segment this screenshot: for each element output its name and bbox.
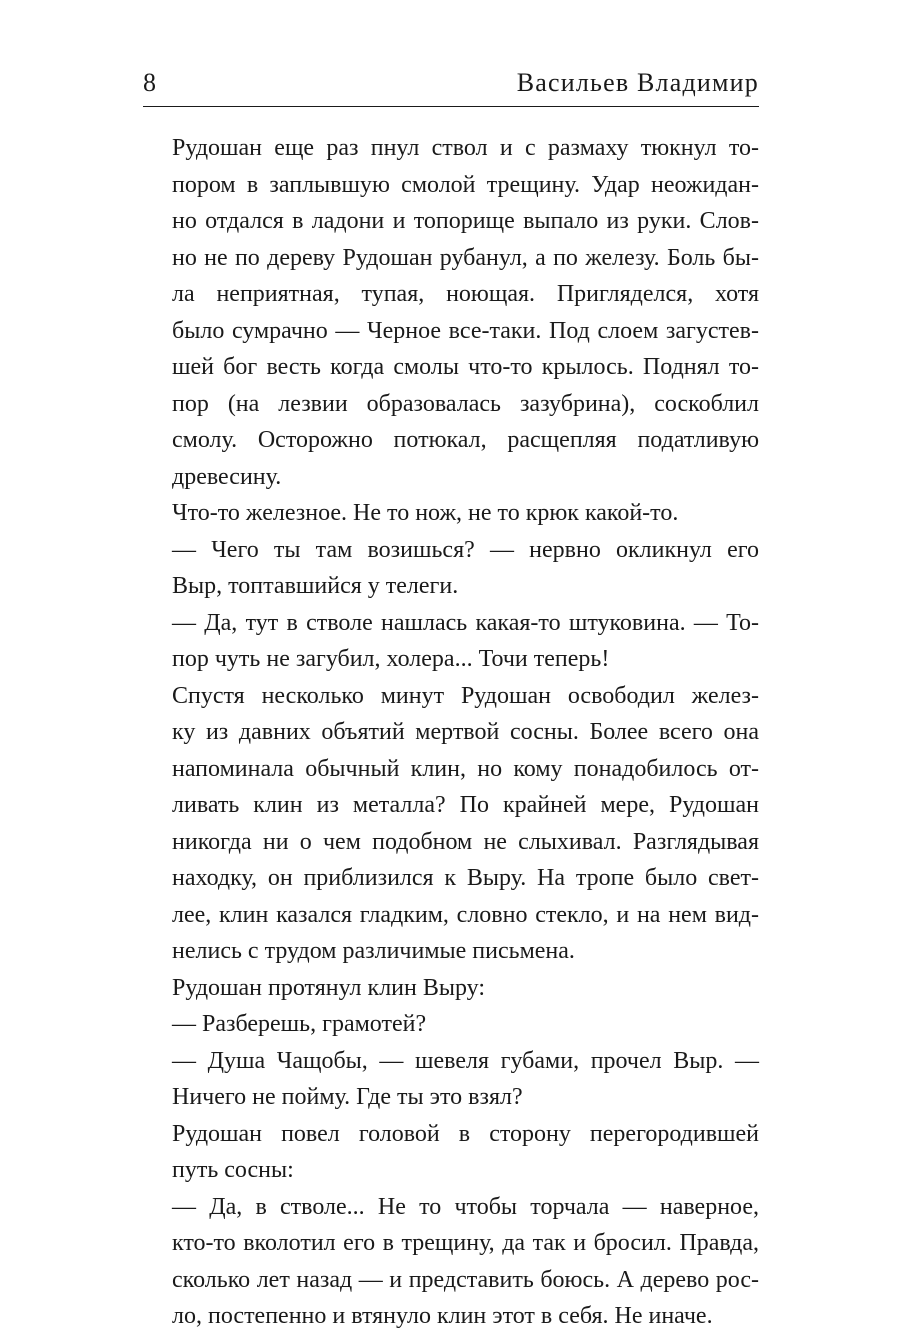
paragraph — [143, 605, 759, 678]
paragraph — [143, 1189, 759, 1335]
text-line: смолу. Осторожно потюкал, расщепляя податливую — [172, 427, 759, 453]
text-line: было сумрачно — Черное все-таки. Под слоем загустев- — [172, 317, 759, 344]
text-line: — Чего ты там возишься? — нервно окликнул его — [172, 536, 759, 563]
text-line: Что-то железное. Не то нож, не то крюк какой-то. — [172, 500, 679, 526]
text-line: Рудошан протянул клин Выру: — [172, 974, 486, 1001]
paragraph — [143, 1116, 759, 1189]
text-line: Рудошан еще раз пнул ствол и с размаху тюкнул то- — [172, 135, 759, 161]
text-line: Рудошан повел головой в сторону перегородившей — [172, 1120, 759, 1147]
text-line: пор (на лезвии образовалась зазубрина), соскоблил — [172, 390, 759, 417]
text-line: — Душа Чащобы, — шевеля губами, прочел Выр. — — [172, 1047, 759, 1074]
text-line: лее, клин казался гладким, словно стекло, и на нем вид- — [172, 901, 759, 928]
paragraph — [143, 970, 759, 1007]
text-line: древесину. — [172, 463, 282, 490]
text-line: Спустя несколько минут Рудошан освободил желез- — [172, 682, 759, 709]
text-line: ла неприятная, тупая, ноющая. Пригляделся, хотя — [172, 281, 759, 307]
text-line: шей бог весть когда смолы что-то крылось. Поднял то- — [172, 354, 759, 380]
page-number: 8 — [143, 68, 156, 97]
text-line: — Да, тут в стволе нашлась какая-то штуковина. — То- — [172, 609, 759, 636]
paragraph — [143, 678, 759, 970]
paragraph — [143, 1006, 759, 1043]
text-line: никогда ни о чем подобном не слыхивал. Разглядывая — [172, 828, 759, 855]
text-line: ло, постепенно и втянуло клин этот в себя. Не иначе. — [172, 1303, 713, 1329]
text-line: но отдался в ладони и топорище выпало из руки. Слов- — [172, 208, 759, 234]
text-line: пором в заплывшую смолой трещину. Удар неожидан- — [172, 171, 759, 198]
text-line: ку из давних объятий мертвой сосны. Более всего она — [172, 719, 759, 745]
text-line: Ничего не пойму. Где ты это взял? — [172, 1084, 523, 1110]
paragraph — [143, 532, 759, 605]
paragraph — [143, 495, 759, 532]
paragraph — [143, 1043, 759, 1116]
text-line: но не по дереву Рудошан рубанул, а по железу. Боль бы- — [172, 244, 759, 271]
paragraph — [143, 130, 759, 495]
text-line: находку, он приблизился к Выру. На тропе было свет- — [172, 865, 759, 891]
text-line: — Да, в стволе... Не то чтобы торчала — наверное, — [172, 1193, 759, 1220]
text-line: ливать клин из металла? По крайней мере, Рудошан — [172, 792, 759, 818]
text-line: путь сосны: — [172, 1157, 294, 1183]
header-author: Васильев Владимир — [516, 68, 759, 97]
text-body — [143, 130, 759, 1335]
text-line: напоминала обычный клин, но кому понадобилось от- — [172, 755, 759, 782]
header-rule — [143, 106, 759, 107]
text-line: — Разберешь, грамотей? — [172, 1011, 427, 1037]
text-line: Выр, топтавшийся у телеги. — [172, 573, 459, 599]
text-line: кто-то вколотил его в трещину, да так и бросил. Правда, — [172, 1230, 759, 1256]
text-line: нелись с трудом различимые письмена. — [172, 938, 575, 964]
running-head — [143, 66, 759, 100]
text-line: сколько лет назад — и представить боюсь. А дерево рос- — [172, 1266, 759, 1293]
text-line: пор чуть не загубил, холера... Точи теперь! — [172, 646, 610, 672]
